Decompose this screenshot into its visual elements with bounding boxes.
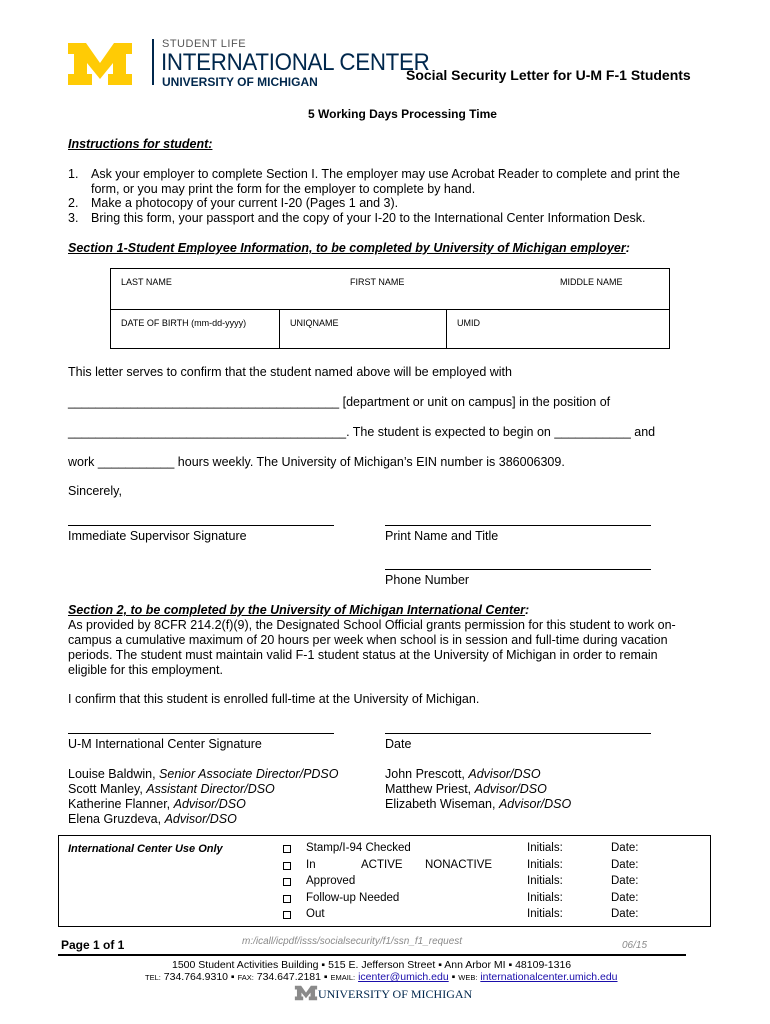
section2-para-1: As provided by 8CFR 214.2(f)(9), the Designated School Official grants permission for this student to work on- <box>68 618 676 632</box>
print-name-line[interactable] <box>385 525 651 526</box>
date-line[interactable] <box>385 733 651 734</box>
instruction-2: 2. Make a photocopy of your current I-20 (Pages 1 and 3). <box>68 196 399 210</box>
office-use-rows <box>283 842 703 925</box>
instructions-heading: Instructions for student: <box>68 137 213 151</box>
checkbox[interactable] <box>283 895 291 903</box>
checkbox[interactable] <box>283 862 291 870</box>
ic-signature-label: U-M International Center Signature <box>68 737 262 751</box>
footer-address: 1500 Student Activities Building ▪ 515 E. Jefferson Street ▪ Ann Arbor MI ▪ 48109-1316 <box>172 959 572 971</box>
block-m-logo <box>66 41 134 87</box>
sincerely: Sincerely, <box>68 484 122 498</box>
letter-line-2: _______________________________________ [department or unit on campus] in the position of <box>68 395 611 409</box>
block-m-small-icon <box>294 985 318 1001</box>
supervisor-signature-line[interactable] <box>68 525 334 526</box>
processing-time: 5 Working Days Processing Time <box>308 107 497 121</box>
staff-entry: Matthew Priest, Advisor/DSO <box>385 782 547 796</box>
supervisor-signature-label: Immediate Supervisor Signature <box>68 529 247 543</box>
section2-para-2: campus a cumulative maximum of 20 hours per week when school is in session and full-time during vacation <box>68 633 668 647</box>
phone-label: Phone Number <box>385 573 470 587</box>
section2-para-4: eligible for this employment. <box>68 663 223 677</box>
phone-line[interactable] <box>385 569 651 570</box>
umid-field[interactable]: UMID <box>446 309 670 349</box>
employee-info-table <box>110 268 670 349</box>
header-logo <box>66 38 430 89</box>
staff-entry: Katherine Flanner, Advisor/DSO <box>68 797 246 811</box>
page-title: Social Security Letter for U-M F-1 Students <box>406 67 691 83</box>
section1-heading: Section 1-Student Employee Information, to be completed by University of Michigan employer: <box>68 241 630 255</box>
office-row-in: In ACTIVE NONACTIVE Initials: Date: <box>283 859 703 876</box>
staff-entry: Louise Baldwin, Senior Associate Director/PDSO <box>68 767 339 781</box>
logo-international-center: INTERNATIONAL CENTER <box>161 49 430 76</box>
website-link[interactable]: internationalcenter.umich.edu <box>480 971 618 983</box>
staff-entry: Scott Manley, Assistant Director/DSO <box>68 782 275 796</box>
office-row-out: Out Initials: Date: <box>283 908 703 925</box>
checkbox[interactable] <box>283 911 291 919</box>
office-use-label: International Center Use Only <box>68 843 223 855</box>
ic-signature-line[interactable] <box>68 733 334 734</box>
letter-line-3: ________________________________________. The student is expected to begin on ___________ and <box>68 425 656 439</box>
letter-line-4: work ___________ hours weekly. The University of Michigan’s EIN number is 386006309. <box>68 455 565 469</box>
office-row-followup: Follow-up Needed Initials: Date: <box>283 892 703 909</box>
footer-university-text: UNIVERSITY OF MICHIGAN <box>318 987 473 1001</box>
uniqname-field[interactable]: UNIQNAME <box>279 309 447 349</box>
file-path: m:/icall/icpdf/isss/socialsecurity/f1/ssn_f1_request <box>242 936 463 947</box>
staff-list-left <box>68 767 339 827</box>
last-name-field[interactable]: LAST NAME <box>110 268 670 310</box>
form-version: 06/15 <box>622 940 648 951</box>
email-link[interactable]: icenter@umich.edu <box>358 971 449 983</box>
office-row-approved: Approved Initials: Date: <box>283 875 703 892</box>
print-name-label: Print Name and Title <box>385 529 499 543</box>
staff-list-right <box>385 767 571 812</box>
section2-heading: Section 2, to be completed by the University of Michigan International Center: <box>68 603 530 617</box>
staff-entry: Elizabeth Wiseman, Advisor/DSO <box>385 797 572 811</box>
enrollment-confirmation: I confirm that this student is enrolled full-time at the University of Michigan. <box>68 692 480 706</box>
checkbox[interactable] <box>283 878 291 886</box>
date-label: Date <box>385 737 412 751</box>
instruction-1: 1. Ask your employer to complete Section I. The employer may use Acrobat Reader to complete and print the form, or you may print the form for the employer to complete by hand. <box>68 167 680 196</box>
staff-entry: John Prescott, Advisor/DSO <box>385 767 541 781</box>
page-number: Page 1 of 1 <box>61 938 125 952</box>
middle-name-label: MIDDLE NAME <box>560 277 623 287</box>
logo-student-life: STUDENT LIFE <box>162 38 247 50</box>
footer-contact: TEL: 734.764.9310 ▪ FAX: 734.647.2181 ▪ EMAIL: icenter@umich.edu ▪ WEB: internationalcenter.umich.edu <box>145 971 618 983</box>
first-name-label: FIRST NAME <box>350 277 405 287</box>
dob-field[interactable]: DATE OF BIRTH (mm-dd-yyyy) <box>110 309 280 349</box>
logo-university: UNIVERSITY OF MICHIGAN <box>162 75 318 89</box>
instruction-3: 3. Bring this form, your passport and the copy of your I-20 to the International Center Information Desk. <box>68 211 646 225</box>
office-row-stamp: Stamp/I-94 Checked Initials: Date: <box>283 842 703 859</box>
checkbox[interactable] <box>283 845 291 853</box>
staff-entry: Elena Gruzdeva, Advisor/DSO <box>68 812 237 826</box>
footer-um-logo <box>294 984 474 1004</box>
letter-line-1: This letter serves to confirm that the student named above will be employed with <box>68 365 512 379</box>
footer-rule <box>58 954 686 956</box>
section2-para-3: periods. The student must maintain valid F-1 student status at the University of Michigan in order to remain <box>68 648 658 662</box>
